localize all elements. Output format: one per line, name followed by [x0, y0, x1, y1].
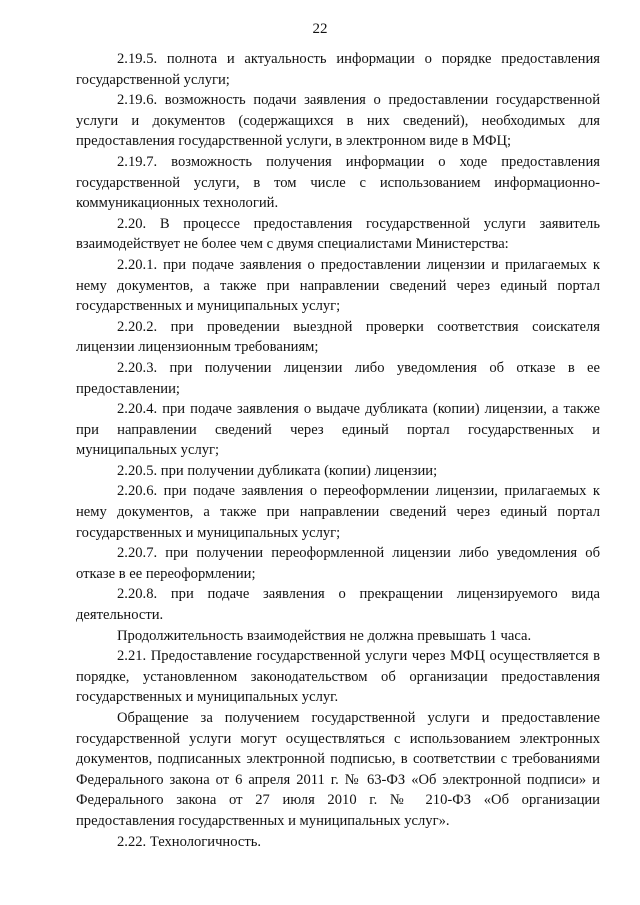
paragraph-2-20-5: 2.20.5. при получении дубликата (копии) лицензии;: [117, 462, 438, 479]
paragraph-2-20: 2.20. В процессе предоставления государственной услуги заявитель взаимодействует не более чем с двумя специалистами Министерства:: [76, 215, 600, 253]
paragraph-2-20-8: 2.20.8. при подаче заявления о прекращении лицензируемого вида деятельности.: [76, 586, 600, 624]
paragraph-2-20-6: 2.20.6. при подаче заявления о переоформлении лицензии, прилагаемых к нему документов, а также при направлении сведений через единый портал государственных и муниципальных услуг;: [76, 483, 600, 541]
paragraph-2-20-3: 2.20.3. при получении лицензии либо уведомления об отказе в ее предоставлении;: [76, 359, 600, 397]
paragraph-electronic-documents: Обращение за получением государственной услуги и предоставление государственной услуги могут осуществляться с использованием электронных документов, подписанных электронной подписью, в соответствии с требованиями Федерального закона от 6 апреля 2011 г. № 63-ФЗ «Об электронной подписи» и Федерального закона от 27 июля 2010 г. № 210-ФЗ «Об организации предоставления государственных и муниципальных услуг».: [76, 710, 600, 829]
document-body: [76, 49, 600, 852]
page-number: 22: [312, 21, 328, 37]
paragraph-2-20-4: 2.20.4. при подаче заявления о выдаче дубликата (копии) лицензии, а также при направлении сведений через единый портал государственных и муниципальных услуг;: [76, 401, 600, 459]
paragraph-2-20-7: 2.20.7. при получении переоформленной лицензии либо уведомления об отказе в ее переоформлении;: [76, 545, 600, 582]
paragraph-2-21: 2.21. Предоставление государственной услуги через МФЦ осуществляется в порядке, установленном законодательством об организации предоставления государственных и муниципальных услуг.: [76, 648, 600, 706]
paragraph-2-19-6: 2.19.6. возможность подачи заявления о предоставлении государственной услуги и документов (содержащихся в них сведений), необходимых для предоставления государственной услуги, в электронном виде в МФЦ;: [76, 92, 600, 150]
paragraph-2-20-2: 2.20.2. при проведении выездной проверки соответствия соискателя лицензии лицензионным требованиям;: [76, 318, 600, 356]
paragraph-2-20-1: 2.20.1. при подаче заявления о предоставлении лицензии и прилагаемых к нему документов, а также при направлении сведений через единый портал государственных и муниципальных услуг;: [76, 256, 600, 315]
paragraph-interaction-duration: Продолжительность взаимодействия не должна превышать 1 часа.: [117, 627, 532, 644]
paragraph-2-19-7: 2.19.7. возможность получения информации о ходе предоставления государственной услуги, в том числе с использованием информационно-коммуникационных технологий.: [76, 153, 600, 212]
paragraph-2-22: 2.22. Технологичность.: [117, 833, 262, 850]
paragraph-2-19-5: 2.19.5. полнота и актуальность информации о порядке предоставления государственной услуги;: [76, 51, 600, 88]
